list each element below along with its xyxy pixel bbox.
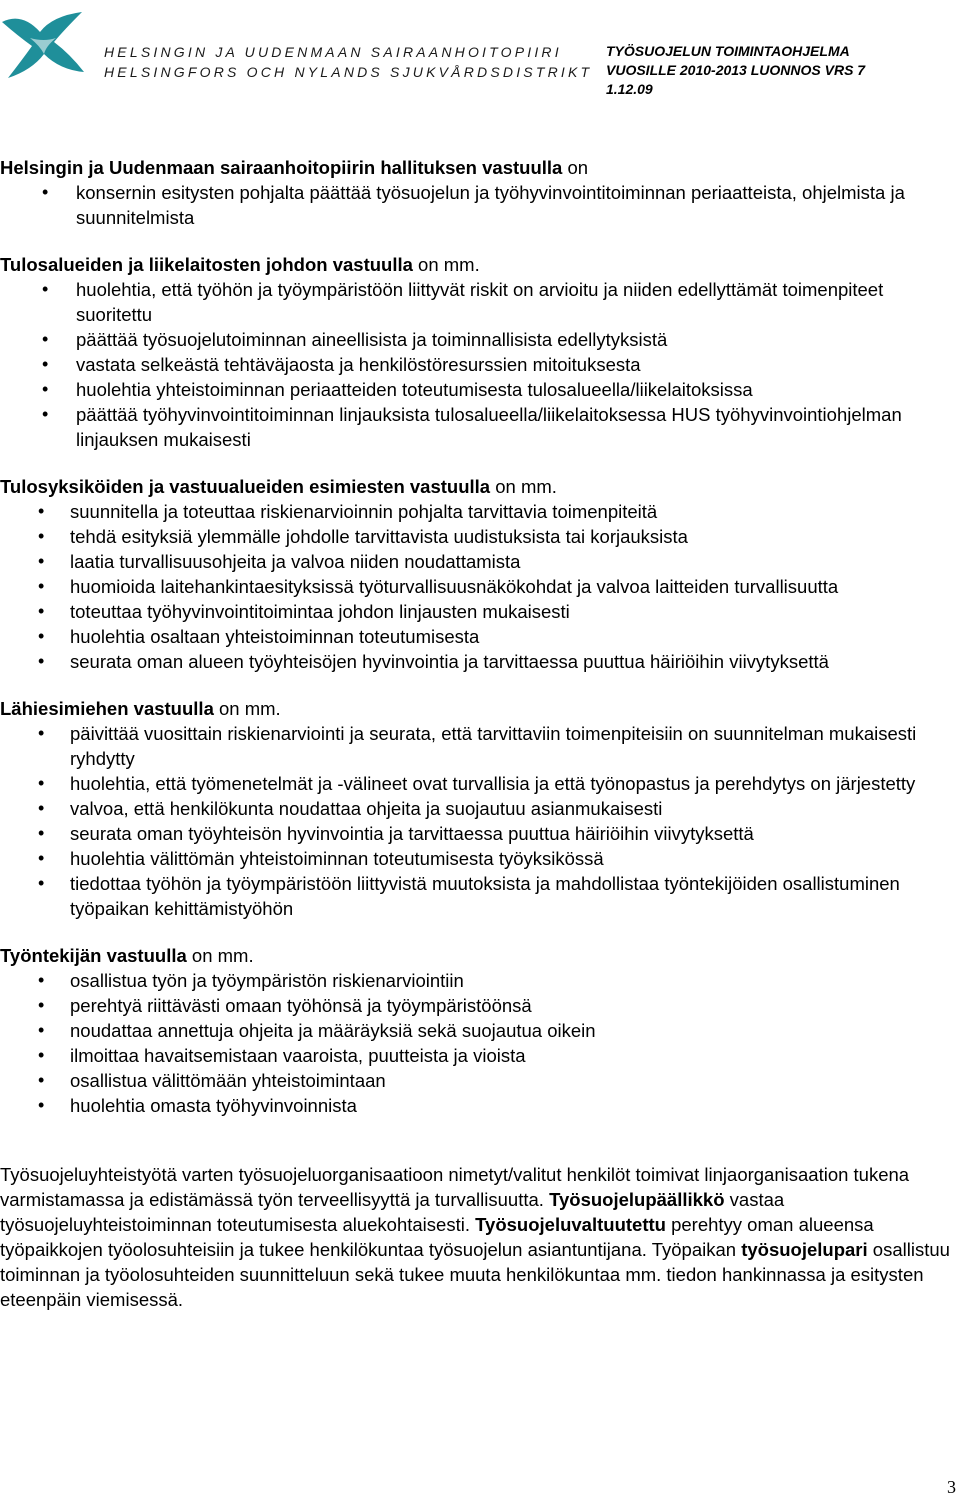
list-item: • päivittää vuosittain riskienarviointi ja seurata, että tarvittaviin toimenpiteisiin on suunnitelman mukaisesti ryhdytty bbox=[0, 721, 950, 771]
paragraph-bold-term: Työsuojeluvaltuutettu bbox=[475, 1214, 666, 1235]
list-item: • huolehtia, että työmenetelmät ja -välineet ovat turvallisia ja että työnopastus ja perehdytys on järjestetty bbox=[0, 771, 950, 796]
heading-suffix: on mm. bbox=[219, 698, 281, 719]
paragraph-text: vastaa työsuojeluyhteistoiminnan toteutumisesta aluekohtaisesti. bbox=[0, 1189, 785, 1235]
bullet-list bbox=[0, 968, 950, 1118]
document-title-line-1: TYÖSUOJELUN TOIMINTAOHJELMA bbox=[606, 43, 850, 59]
paragraph-bold-term: työsuojelupari bbox=[741, 1239, 868, 1260]
document-body bbox=[0, 155, 950, 1312]
list-item: • osallistua välittömään yhteistoimintaan bbox=[0, 1068, 950, 1093]
heading-text: Helsingin ja Uudenmaan sairaanhoitopiirin hallituksen vastuulla bbox=[0, 157, 563, 178]
list-item: • huomioida laitehankintaesityksissä työturvallisuusnäkökohdat ja valvoa laitteiden turvallisuutta bbox=[0, 574, 950, 599]
heading-text: Lähiesimiehen vastuulla bbox=[0, 698, 214, 719]
bullet-list bbox=[0, 499, 950, 674]
paragraph-text: perehtyy oman alueensa työpaikkojen työolosuhteisiin ja tukee henkilökuntaa työsuojelun asiantuntijana. Työpaikan bbox=[0, 1214, 874, 1260]
list-item: • osallistua työn ja työympäristön riskienarviointiin bbox=[0, 968, 950, 993]
list-item: • päättää työhyvinvointitoiminnan linjauksista tulosalueella/liikelaitoksessa HUS työhyvinvointiohjelman linjauksen mukaisesti bbox=[0, 402, 950, 452]
hus-logo-icon bbox=[0, 8, 90, 80]
section-heading bbox=[0, 252, 950, 277]
paragraph-text: Työsuojeluyhteistyötä varten työsuojeluorganisaatioon nimetyt/valitut henkilöt toimivat linjaorganisaation tukena varmistamassa ja edistämässä työn terveellisyyttä ja turvallisuutta. bbox=[0, 1164, 910, 1210]
heading-text: Työntekijän vastuulla bbox=[0, 945, 187, 966]
list-item: • huolehtia omasta työhyvinvoinnista bbox=[0, 1093, 950, 1118]
section-line-manager bbox=[0, 696, 950, 921]
list-item: • toteuttaa työhyvinvointitoimintaa johdon linjausten mukaisesti bbox=[0, 599, 950, 624]
closing-paragraph bbox=[0, 1162, 950, 1312]
section-heading bbox=[0, 943, 950, 968]
heading-suffix: on mm. bbox=[495, 476, 557, 497]
organization-name-sv: HELSINGFORS OCH NYLANDS SJUKVÅRDSDISTRIKT bbox=[104, 64, 593, 80]
list-item: • valvoa, että henkilökunta noudattaa ohjeita ja suojautuu asianmukaisesti bbox=[0, 796, 950, 821]
organization-name bbox=[104, 42, 592, 82]
document-title bbox=[606, 42, 865, 99]
bullet-list bbox=[0, 180, 950, 230]
list-item: • konsernin esitysten pohjalta päättää työsuojelun ja työhyvinvointitoiminnan periaatteista, ohjelmista ja suunnitelmista bbox=[0, 180, 950, 230]
list-item: • laatia turvallisuusohjeita ja valvoa niiden noudattamista bbox=[0, 549, 950, 574]
list-item: • huolehtia, että työhön ja työympäristöön liittyvät riskit on arvioitu ja niiden edellyttämät toimenpiteet suoritettu bbox=[0, 277, 950, 327]
paragraph-text: osallistuu toiminnan ja työolosuhteiden suunnitteluun sekä tukee muuta henkilökuntaa mm. tiedon hankinnassa ja esitysten eteenpäin viemisessä. bbox=[0, 1239, 950, 1310]
list-item: • noudattaa annettuja ohjeita ja määräyksiä sekä suojautua oikein bbox=[0, 1018, 950, 1043]
section-management bbox=[0, 252, 950, 452]
bullet-list bbox=[0, 277, 950, 452]
section-unit-supervisors bbox=[0, 474, 950, 674]
section-heading bbox=[0, 155, 950, 180]
list-item: • seurata oman alueen työyhteisöjen hyvinvointia ja tarvittaessa puuttua häiriöihin viivytyksettä bbox=[0, 649, 950, 674]
list-item: • tehdä esityksiä ylemmälle johdolle tarvittavista uudistuksista tai korjauksista bbox=[0, 524, 950, 549]
section-board bbox=[0, 155, 950, 230]
list-item: • tiedottaa työhön ja työympäristöön liittyvistä muutoksista ja mahdollistaa työntekijöiden osallistuminen työpaikan kehittämistyöhön bbox=[0, 871, 950, 921]
paragraph-bold-term: Työsuojelupäällikkö bbox=[549, 1189, 725, 1210]
list-item: • huolehtia yhteistoiminnan periaatteiden toteutumisesta tulosalueella/liikelaitoksissa bbox=[0, 377, 950, 402]
list-item: • perehtyä riittävästi omaan työhönsä ja työympäristöönsä bbox=[0, 993, 950, 1018]
heading-text: Tulosalueiden ja liikelaitosten johdon vastuulla bbox=[0, 254, 413, 275]
bullet-list bbox=[0, 721, 950, 921]
heading-suffix: on mm. bbox=[191, 945, 254, 966]
heading-text: Tulosyksiköiden ja vastuualueiden esimiesten vastuulla bbox=[0, 476, 491, 497]
list-item: • huolehtia osaltaan yhteistoiminnan toteutumisesta bbox=[0, 624, 950, 649]
heading-suffix: on mm. bbox=[418, 254, 480, 275]
list-item: • vastata selkeästä tehtäväjaosta ja henkilöstöresurssien mitoituksesta bbox=[0, 352, 950, 377]
section-heading bbox=[0, 474, 950, 499]
section-employee bbox=[0, 943, 950, 1118]
page-number: 3 bbox=[947, 1477, 956, 1497]
organization-name-fi: HELSINGIN JA UUDENMAAN SAIRAANHOITOPIIRI bbox=[104, 44, 562, 60]
list-item: • huolehtia välittömän yhteistoiminnan toteutumisesta työyksikössä bbox=[0, 846, 950, 871]
heading-suffix: on bbox=[567, 157, 589, 178]
document-title-line-3: 1.12.09 bbox=[606, 81, 653, 97]
list-item: • suunnitella ja toteuttaa riskienarvioinnin pohjalta tarvittavia toimenpiteitä bbox=[0, 499, 950, 524]
list-item: • seurata oman työyhteisön hyvinvointia ja tarvittaessa puuttua häiriöihin viivytyksettä bbox=[0, 821, 950, 846]
list-item: • päättää työsuojelutoiminnan aineellisista ja toiminnallisista edellytyksistä bbox=[0, 327, 950, 352]
document-title-line-2: VUOSILLE 2010-2013 LUONNOS VRS 7 bbox=[606, 62, 866, 78]
list-item: • ilmoittaa havaitsemistaan vaaroista, puutteista ja vioista bbox=[0, 1043, 950, 1068]
section-heading bbox=[0, 696, 950, 721]
